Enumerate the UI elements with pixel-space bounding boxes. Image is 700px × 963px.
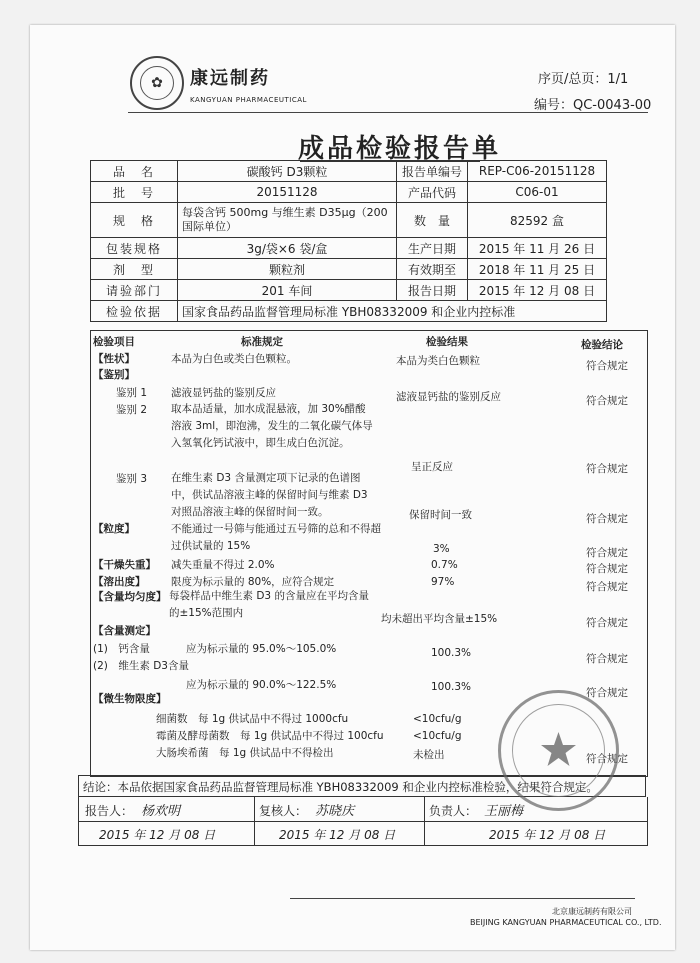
result-mold-yeast: <10cfu/g [413, 730, 462, 742]
check-date-signed: 2015 年 12 月 08 日 [279, 828, 396, 842]
approver-label: 负责人： [429, 804, 478, 818]
checker-label: 复核人： [259, 804, 308, 818]
item-calcium: (1) 钙含量 [93, 643, 150, 655]
dept-label: 请验部门 [91, 280, 178, 301]
pack-value: 3g/袋×6 袋/盒 [178, 238, 397, 259]
spec-label: 规 格 [91, 203, 178, 238]
conclusion-drying-loss: 符合规定 [586, 563, 628, 575]
result-identification-1: 滤液显钙盐的鉴别反应 [396, 391, 501, 403]
conclusion-microbial: 符合规定 [586, 753, 628, 765]
conclusion-identification-2: 符合规定 [586, 463, 628, 475]
std-identification-2: 取本品适量，加水成混悬液，加 30%醋酸溶液 3ml，即泡沸，发生的二氧化碳气体导入氢氧化钙试液中，即生成白色沉淀。 [171, 403, 373, 449]
col-item-header: 检验项目 [93, 336, 135, 348]
result-bacteria: <10cfu/g [413, 713, 462, 725]
item-vitamin-d3: (2) 维生素 D3含量 [93, 660, 189, 672]
std-vitamin-d3: 应为标示量的 90.0%～122.5% [186, 679, 337, 691]
logo-emblem-icon: ✿ [140, 66, 174, 100]
col-conclusion-header: 检验结论 [581, 339, 623, 351]
prod-date-label: 生产日期 [397, 238, 468, 259]
conclusion-identification-1: 符合规定 [586, 395, 628, 407]
result-identification-3: 保留时间一致 [409, 509, 472, 521]
result-content-uniformity: 均未超出平均含量±15% [381, 613, 498, 625]
product-label: 品 名 [91, 161, 178, 182]
conclusion-content-uniformity: 符合规定 [586, 617, 628, 629]
conclusion-vitamin-d3: 符合规定 [586, 687, 628, 699]
form-label: 剂 型 [91, 259, 178, 280]
expiry-value: 2018 年 11 月 25 日 [468, 259, 607, 280]
report-title: 成品检验报告单 [298, 134, 502, 164]
std-bacteria: 细菌数 每 1g 供试品中不得过 1000cfu [156, 713, 349, 725]
result-drying-loss: 0.7% [431, 559, 458, 571]
result-calcium: 100.3% [431, 647, 472, 659]
item-appearance: 【性状】 [93, 353, 135, 365]
item-drying-loss: 【干燥失重】 [93, 559, 156, 571]
std-drying-loss: 减失重量不得过 2.0% [171, 559, 275, 571]
footer-company-cn: 北京康远制药有限公司 [552, 907, 632, 916]
item-microbial: 【微生物限度】 [93, 693, 167, 705]
document-code: 编号：QC-0043-00 [534, 98, 652, 113]
std-dissolution: 限度为标示量的 80%，应符合规定 [171, 576, 335, 588]
approve-date-signed: 2015 年 12 月 08 日 [489, 828, 606, 842]
basis-label: 检验依据 [91, 301, 178, 322]
signature-col-divider-2 [424, 797, 425, 845]
seal-icon [504, 696, 613, 805]
code-label: 产品代码 [397, 182, 468, 203]
item-identification: 【鉴别】 [93, 369, 135, 381]
reporter-signature: 杨欢明 [141, 804, 181, 819]
result-appearance: 本品为类白色颗粒 [396, 355, 480, 367]
prod-date-value: 2015 年 11 月 26 日 [468, 238, 607, 259]
qty-label: 数 量 [397, 203, 468, 238]
item-identification-2: 鉴别 2 [116, 404, 148, 416]
std-appearance: 本品为白色或类白色颗粒。 [171, 353, 297, 365]
dept-value: 201 车间 [178, 280, 397, 301]
report-date-value: 2015 年 12 月 08 日 [468, 280, 607, 301]
reporter-label: 报告人： [85, 804, 134, 818]
product-value: 碳酸钙 D3颗粒 [178, 161, 397, 182]
item-identification-3: 鉴别 3 [116, 473, 148, 485]
col-result-header: 检验结果 [426, 336, 468, 348]
batch-value: 20151128 [178, 182, 397, 203]
batch-label: 批 号 [91, 182, 178, 203]
conclusion-particle-size: 符合规定 [586, 547, 628, 559]
company-name-en: KANGYUAN PHARMACEUTICAL [190, 96, 307, 104]
footer-divider [290, 898, 635, 899]
pack-label: 包装规格 [91, 238, 178, 259]
basis-value: 国家食品药品监督管理局标准 YBH08332009 和企业内控标准 [178, 301, 607, 322]
item-content-uniformity: 【含量均匀度】 [93, 591, 167, 603]
result-e-coli: 未检出 [413, 749, 445, 761]
std-identification-3: 在维生素 D3 含量测定项下记录的色谱图中，供试品溶液主峰的保留时间与维素 D3 对照品溶液主峰的保留时间一致。 [171, 472, 368, 518]
report-no-label: 报告单编号 [397, 161, 468, 182]
company-logo [130, 56, 184, 110]
item-identification-1: 鉴别 1 [116, 387, 148, 399]
conclusion-dissolution: 符合规定 [586, 581, 628, 593]
signature-col-divider-1 [254, 797, 255, 845]
std-identification-1: 滤液显钙盐的鉴别反应 [171, 387, 276, 399]
col-standard-header: 标准规定 [241, 336, 283, 348]
checker-signature: 苏晓庆 [315, 804, 355, 819]
item-particle-size: 【粒度】 [93, 523, 135, 535]
std-content-uniformity: 每袋样品中维生素 D3 的含量应在平均含量的±15%范围内 [169, 590, 369, 619]
result-identification-2: 呈正反应 [411, 461, 453, 473]
std-e-coli: 大肠埃希菌 每 1g 供试品中不得检出 [156, 747, 334, 759]
qty-value: 82592 盒 [468, 203, 607, 238]
conclusion-appearance: 符合规定 [586, 360, 628, 372]
conclusion-line: 结论：本品依据国家食品药品监督管理局标准 YBH08332009 和企业内控标准检验，结果符合规定。 [78, 775, 646, 797]
std-mold-yeast: 霉菌及酵母菌数 每 1g 供试品中不得过 100cfu [156, 730, 384, 742]
product-info-table [90, 160, 607, 322]
result-vitamin-d3: 100.3% [431, 681, 472, 693]
std-calcium: 应为标示量的 95.0%～105.0% [186, 643, 337, 655]
header-divider [128, 112, 648, 113]
item-dissolution: 【溶出度】 [93, 576, 146, 588]
form-value: 颗粒剂 [178, 259, 397, 280]
page-number: 序页/总页：1/1 [538, 72, 629, 87]
std-particle-size: 不能通过一号筛与能通过五号筛的总和不得超过供试量的 15% [171, 523, 381, 552]
result-particle-size: 3% [433, 543, 450, 555]
company-seal [498, 690, 619, 811]
expiry-label: 有效期至 [397, 259, 468, 280]
report-date-label: 报告日期 [397, 280, 468, 301]
footer-company-en: BEIJING KANGYUAN PHARMACEUTICAL CO., LTD. [470, 918, 662, 927]
spec-value: 每袋含钙 500mg 与维生素 D35μg（200国际单位） [178, 203, 397, 238]
approver-signature: 王丽梅 [484, 804, 524, 819]
report-date-signed: 2015 年 12 月 08 日 [99, 828, 216, 842]
conclusion-identification-3: 符合规定 [586, 513, 628, 525]
report-no-value: REP-C06-20151128 [468, 161, 607, 182]
item-assay: 【含量测定】 [93, 625, 156, 637]
company-name: 康远制药 [190, 68, 270, 89]
code-value: C06-01 [468, 182, 607, 203]
conclusion-calcium: 符合规定 [586, 653, 628, 665]
signature-divider [79, 821, 647, 822]
result-dissolution: 97% [431, 576, 455, 588]
